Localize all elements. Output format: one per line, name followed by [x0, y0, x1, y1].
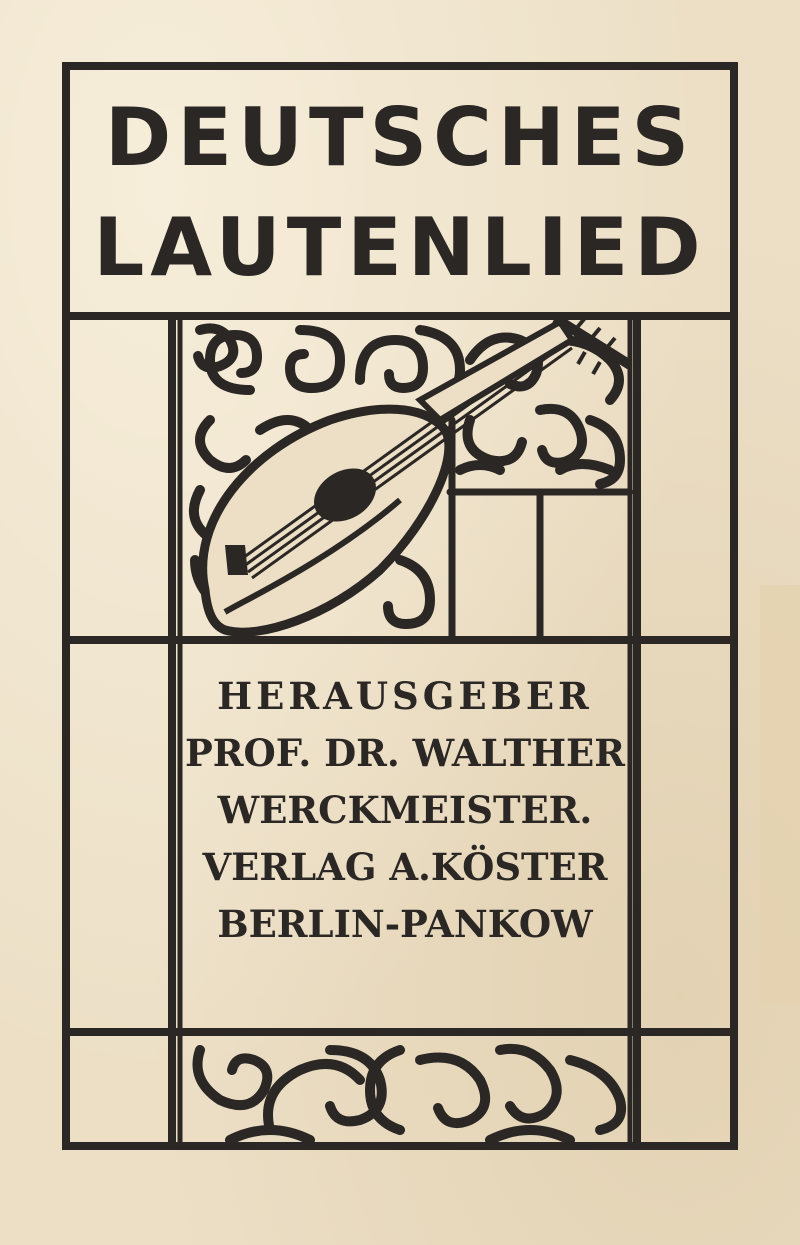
- imprint-line-location: BERLIN-PANKOW: [217, 902, 593, 946]
- imprint-block: [180, 668, 630, 953]
- imprint-line-publisher: VERLAG A.KÖSTER: [202, 845, 608, 889]
- imprint-line-editor-label: HERAUSGEBER: [217, 674, 593, 718]
- lute-icon: [203, 318, 630, 632]
- imprint-line-editor-surname: WERCKMEISTER.: [217, 788, 593, 832]
- title-line-2: LAUTENLIED: [93, 201, 707, 294]
- imprint-line-editor-name: PROF. DR. WALTHER: [184, 731, 626, 775]
- scroll-ornament-bottom: [198, 1049, 622, 1140]
- title-line-1: DEUTSCHES: [104, 91, 696, 184]
